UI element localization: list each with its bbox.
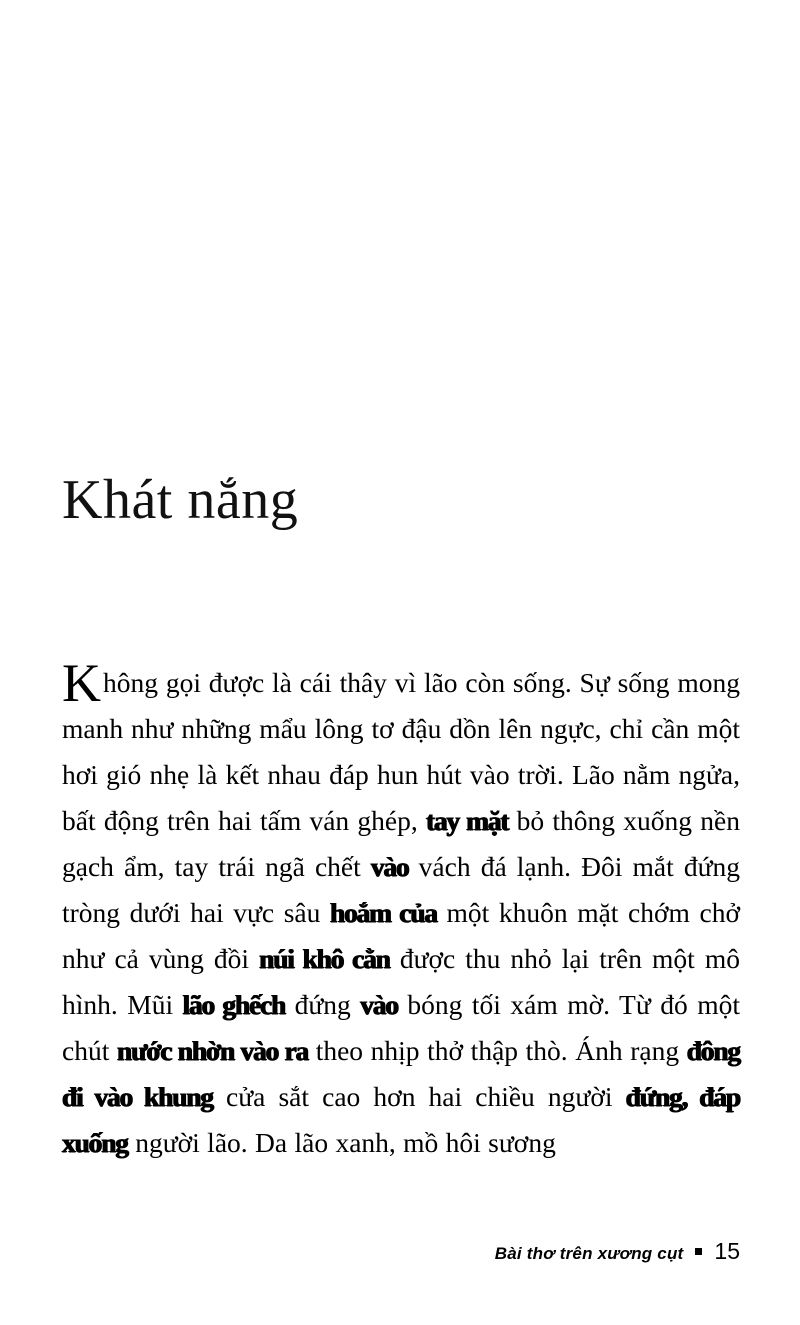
text-run: đứng xyxy=(285,989,361,1020)
text-run: bỏ thông xuống nền gạch ẩm, tay trái ngã chết xyxy=(62,805,740,882)
smudged-text-run: đứng, đáp xuống xyxy=(62,1081,740,1158)
body-paragraph xyxy=(62,653,741,1166)
smudged-text-run: vào xyxy=(370,851,409,882)
text-run: theo nhịp thở thập thò. Ánh rạng xyxy=(308,1035,687,1066)
text-run: cửa sắt cao hơn hai chiều người xyxy=(212,1081,626,1112)
paragraph-runs xyxy=(62,667,740,1158)
drop-cap: K xyxy=(62,653,101,713)
text-run: được thu nhỏ lại trên một mô hình. Mũi xyxy=(62,943,740,1020)
text-run: một khuôn mặt chớm chở như cả vùng đồi xyxy=(62,897,741,974)
smudged-text-run: lão ghếch xyxy=(182,989,286,1020)
smudged-text-run: đông đi vào khung xyxy=(62,1035,740,1112)
page-footer xyxy=(62,1238,740,1265)
text-run: người lão. Da lão xanh, mồ hôi sương xyxy=(127,1127,556,1158)
smudged-text-run: hoắm của xyxy=(329,897,437,928)
square-bullet-icon xyxy=(695,1248,702,1255)
text-run: bóng tối xám mờ. Từ đó một chút xyxy=(62,989,740,1066)
footer-book-title: Bài thơ trên xương cụt xyxy=(494,1244,684,1263)
chapter-title: Khát nắng xyxy=(62,468,299,531)
text-run: vách đá lạnh. Đôi mắt đứng tròng dưới hai vực sâu xyxy=(62,851,740,928)
body-text-block xyxy=(62,653,741,1166)
smudged-text-run: nước nhờn vào ra xyxy=(116,1035,309,1066)
smudged-text-run: vào xyxy=(360,989,398,1020)
smudged-text-run: núi khô cằn xyxy=(259,943,390,974)
page-number: 15 xyxy=(714,1238,740,1264)
text-run: hông gọi được là cái thây vì lão còn sống. Sự sống mong manh như những mẩu lông tơ đậu dồn lên ngực, chỉ cần một hơi gió nhẹ là kết nhau đáp hun hút vào trời. Lão nằm ngửa, bất động trên hai tấm ván ghép, xyxy=(62,667,740,836)
smudged-text-run: tay mặt xyxy=(426,805,509,836)
